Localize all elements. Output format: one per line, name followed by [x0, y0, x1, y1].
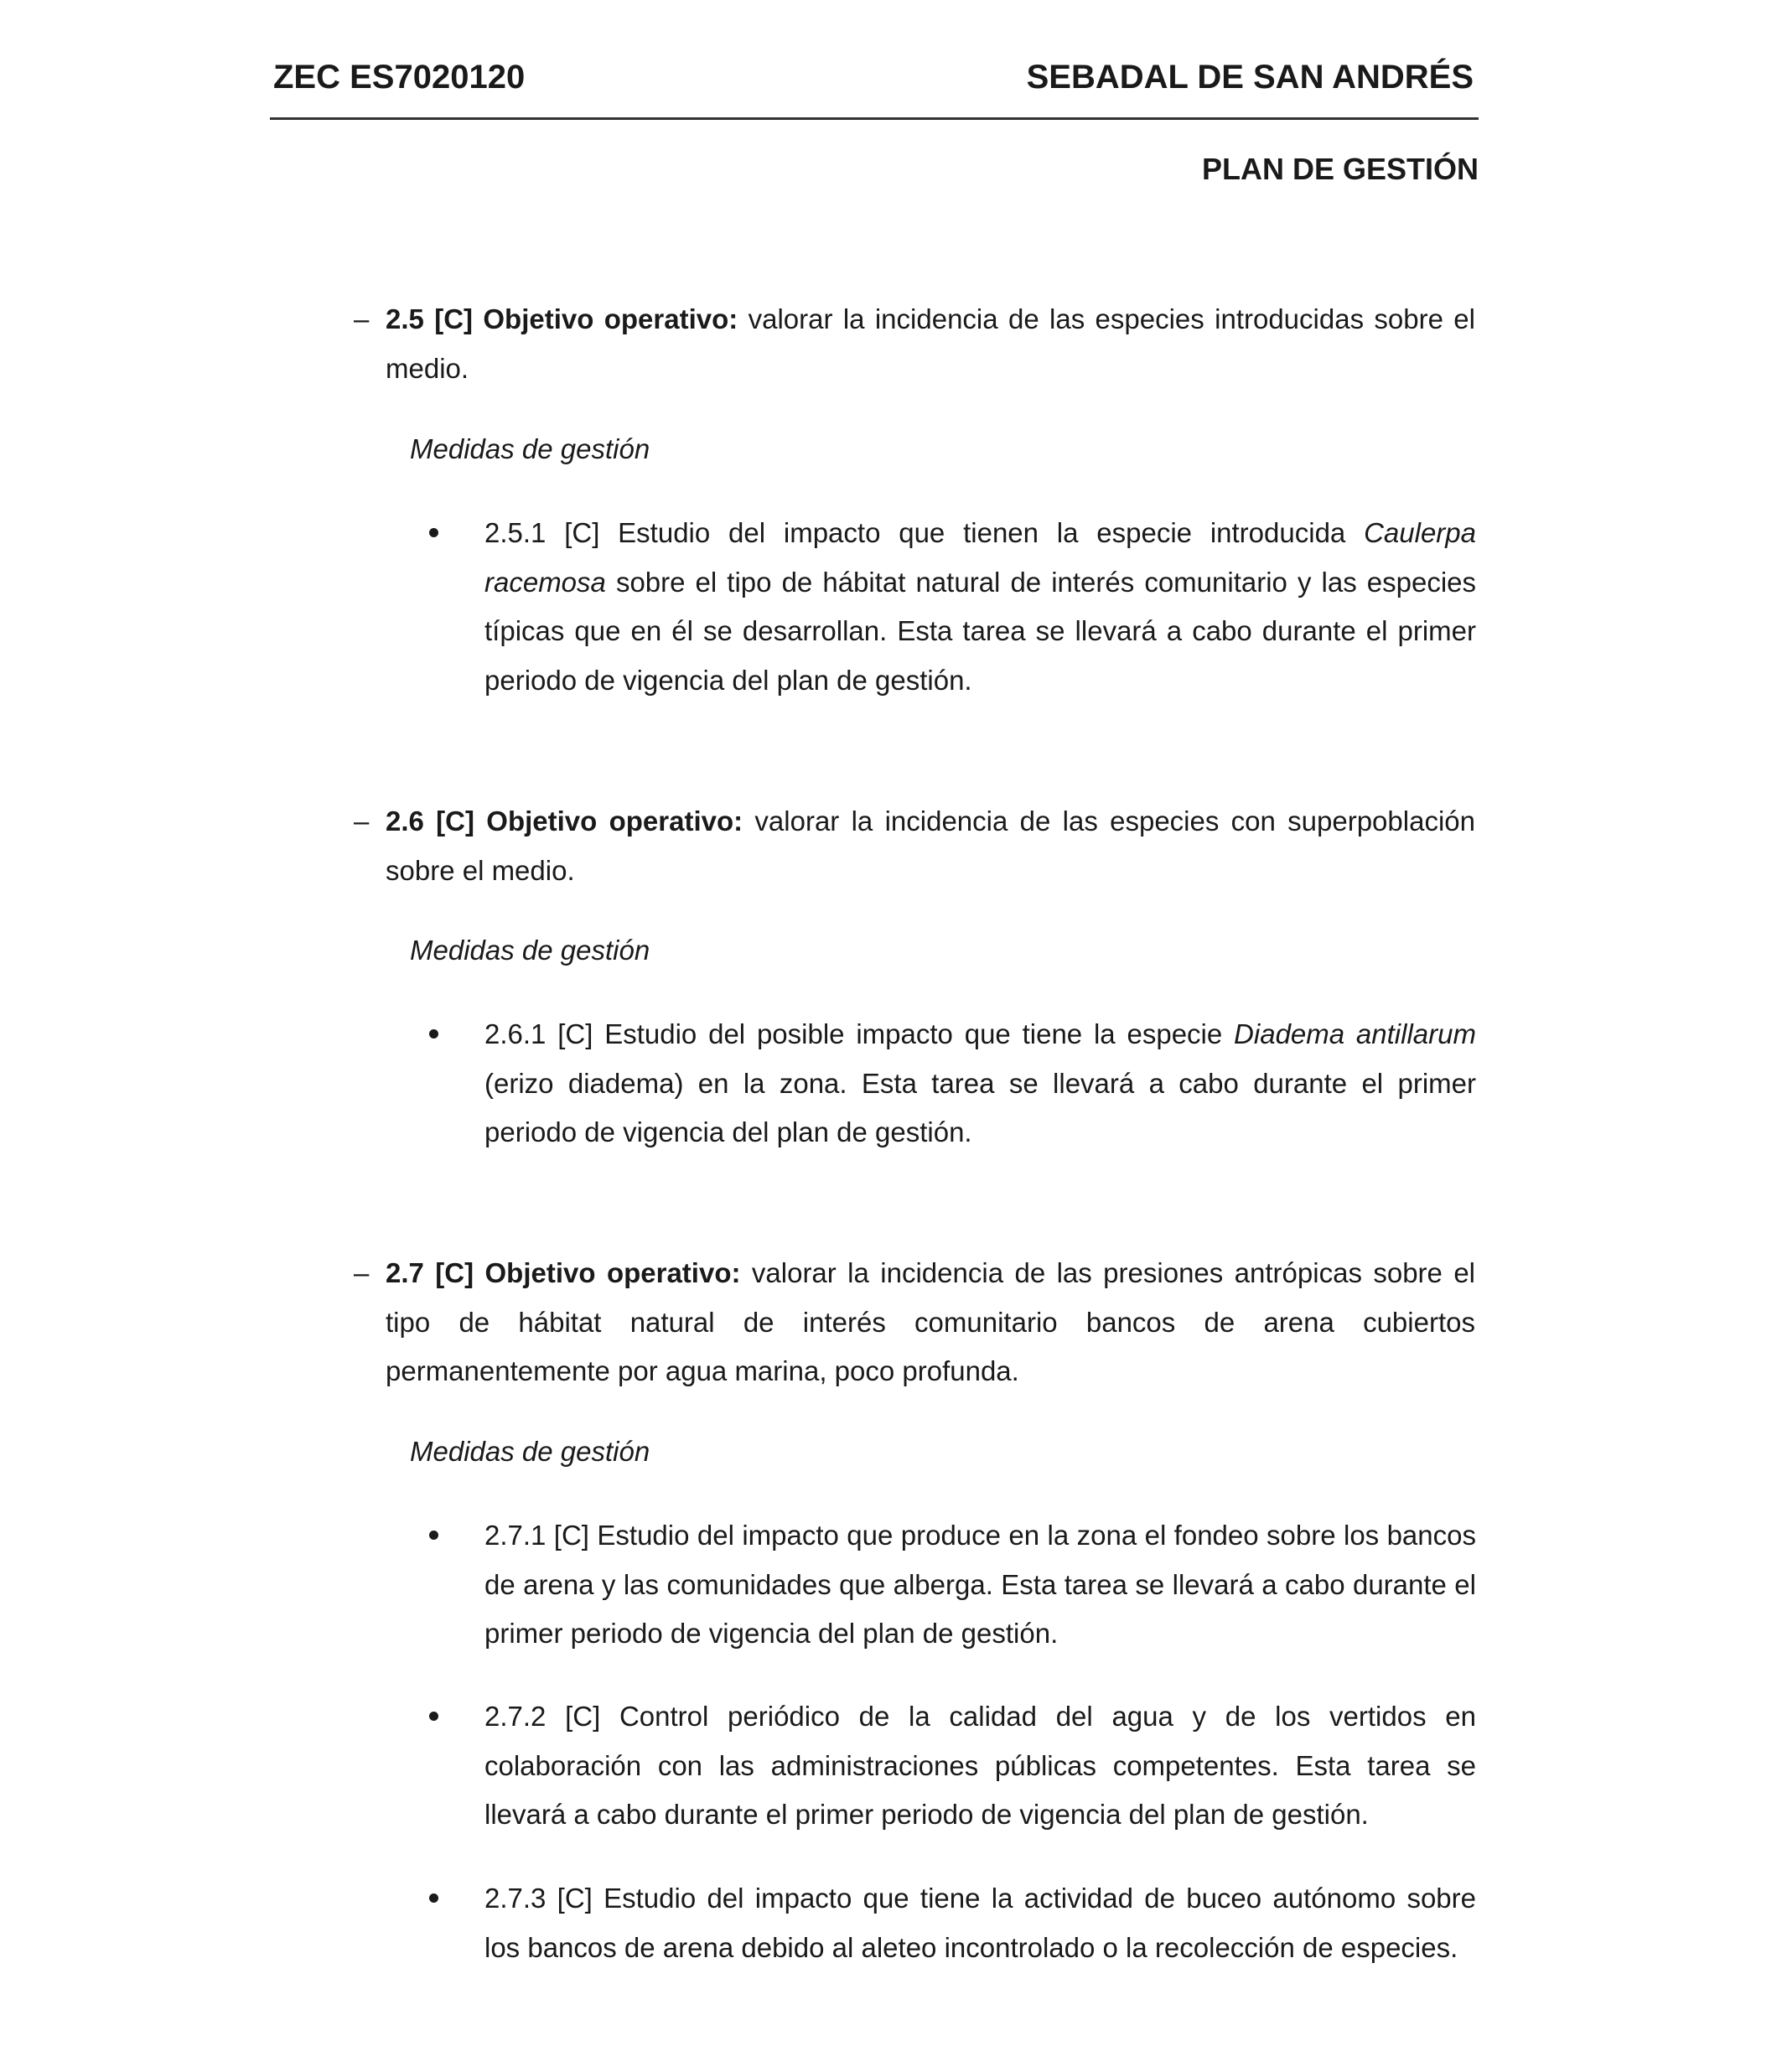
measures-title: Medidas de gestión [410, 935, 650, 966]
measure-text: sobre el tipo de hábitat natural de interés comunitario y las especies típicas que en él se desarrollan. Esta tarea se llevará a cabo durante el primer periodo de vigencia del plan de gestión. [484, 566, 1476, 696]
measures-title: Medidas de gestión [410, 433, 650, 464]
objective-text: valorar la incidencia de las presiones antrópicas sobre el tipo de hábitat natural de interés comunitario bancos de arena cubiertos permanentemente por agua marina, poco profunda. [386, 1257, 1476, 1386]
bullet-marker [429, 528, 438, 537]
dash-marker: – [354, 1257, 370, 1288]
objective-text: valorar la incidencia de las especies con superpoblación sobre el medio. [386, 805, 1475, 886]
dash-marker: – [354, 303, 370, 334]
bullet-marker [429, 1893, 438, 1903]
objective-text: valorar la incidencia de las especies introducidas sobre el medio. [386, 303, 1475, 384]
bullet-marker [429, 1029, 438, 1039]
measure-2-7-3 [484, 1874, 1476, 1972]
measures-title: Medidas de gestión [410, 1436, 650, 1467]
measure-2-5-1 [484, 509, 1476, 705]
objective-2-7 [354, 1249, 1476, 1396]
measure-text: 2.6.1 [C] Estudio del posible impacto que tiene la especie [484, 1018, 1235, 1049]
measure-2-7-2 [484, 1692, 1476, 1840]
objective-2-6 [354, 797, 1475, 895]
bullet-marker [429, 1531, 438, 1540]
objective-label: 2.6 [C] Objetivo operativo: [386, 805, 743, 837]
species-name: Diadema antillarum [1234, 1018, 1476, 1049]
header-site-name: SEBADAL DE SAN ANDRÉS [1026, 59, 1474, 96]
objective-label: 2.7 [C] Objetivo operativo: [386, 1257, 741, 1288]
measure-text: 2.7.2 [C] Control periódico de la calidad del agua y de los vertidos en colaboración con las administraciones públicas competentes. Esta tarea se llevará a cabo durante el primer periodo de vigencia del plan de gestión. [484, 1701, 1476, 1830]
measure-text: (erizo diadema) en la zona. Esta tarea se llevará a cabo durante el primer periodo de vigencia del plan de gestión. [484, 1067, 1476, 1147]
measure-2-7-1 [484, 1511, 1476, 1659]
header-site-code: ZEC ES7020120 [273, 59, 526, 96]
page-header [270, 50, 1479, 120]
measure-text: 2.7.1 [C] Estudio del impacto que produce en la zona el fondeo sobre los bancos de arena y las comunidades que alberga. Esta tarea se llevará a cabo durante el primer periodo de vigencia del plan de gestión. [484, 1520, 1476, 1649]
bullet-marker [429, 1712, 438, 1721]
species-name: Caulerpa racemosa [484, 517, 1476, 598]
measure-text: 2.7.3 [C] Estudio del impacto que tiene la actividad de buceo autónomo sobre los bancos de arena debido al aleteo incontrolado o la recolección de especies. [484, 1883, 1476, 1963]
measure-2-6-1 [484, 1010, 1476, 1158]
objective-label: 2.5 [C] Objetivo operativo: [386, 303, 738, 334]
measure-text: 2.5.1 [C] Estudio del impacto que tienen la especie introducida [484, 517, 1365, 548]
header-plan-title: PLAN DE GESTIÓN [1201, 152, 1479, 186]
dash-marker: – [354, 805, 370, 837]
objective-2-5 [354, 295, 1475, 393]
